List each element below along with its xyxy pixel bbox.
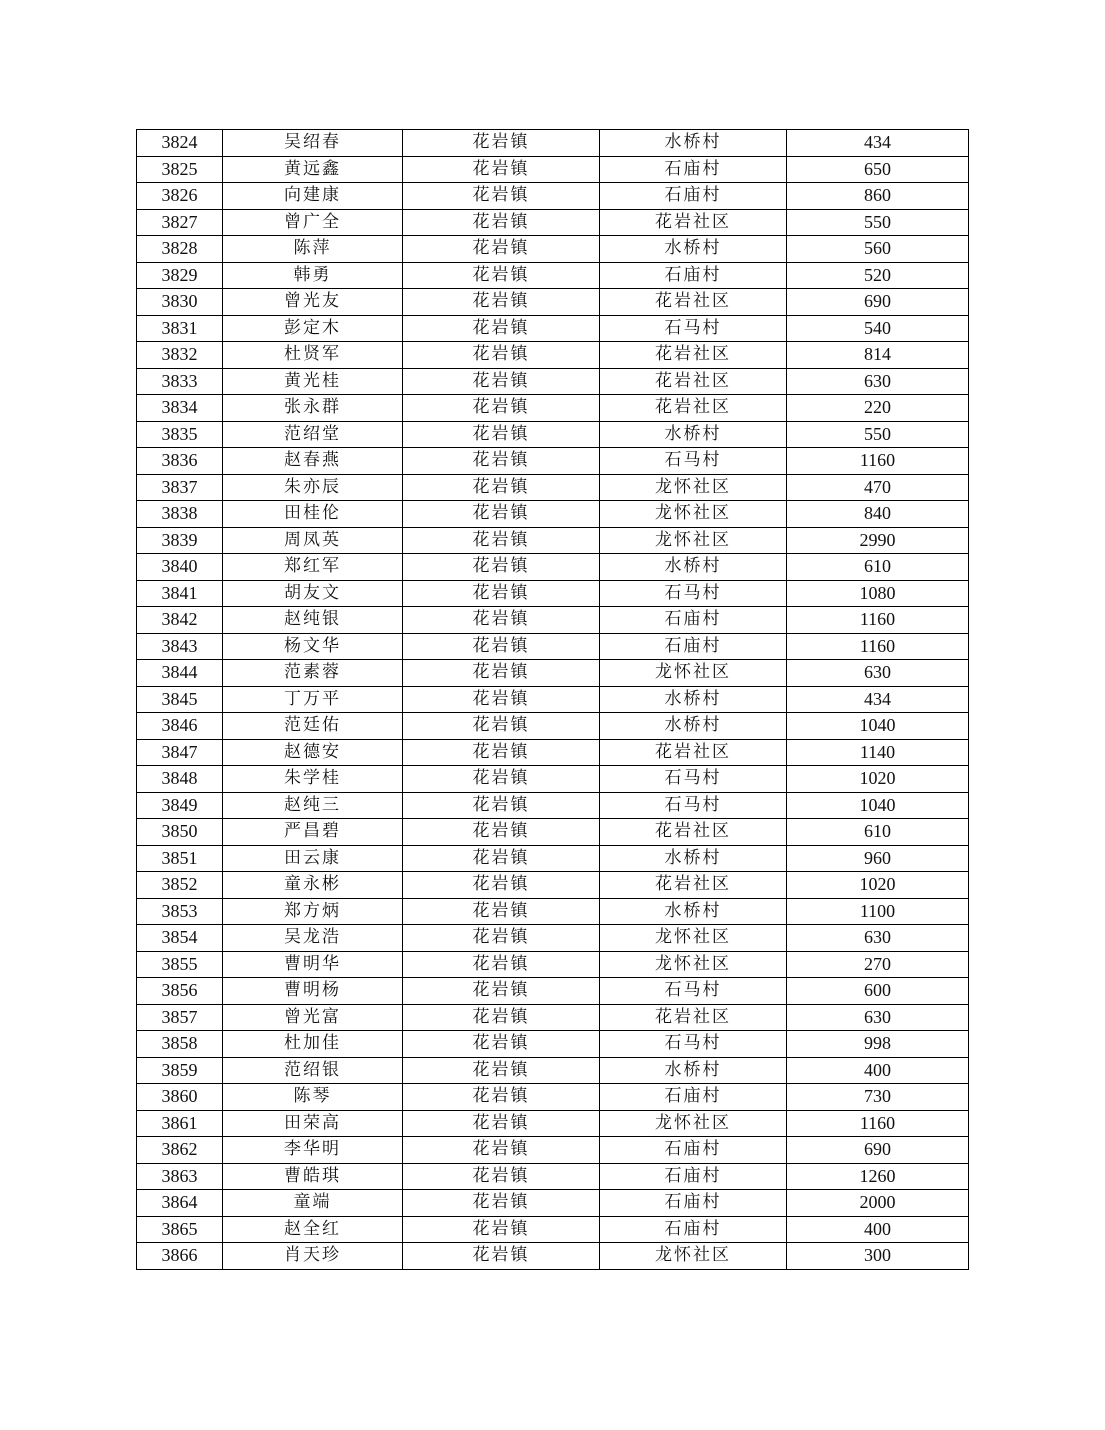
table-row [137, 580, 969, 607]
table-row [137, 1110, 969, 1137]
cell-number: 3862 [137, 1137, 223, 1164]
cell-amount: 600 [787, 978, 969, 1005]
cell-amount: 630 [787, 660, 969, 687]
cell-town: 花岩镇 [403, 183, 600, 210]
cell-village: 石马村 [600, 978, 787, 1005]
cell-number: 3865 [137, 1216, 223, 1243]
cell-town: 花岩镇 [403, 236, 600, 263]
cell-town: 花岩镇 [403, 1216, 600, 1243]
cell-name: 曹皓琪 [223, 1163, 403, 1190]
cell-amount: 1040 [787, 792, 969, 819]
table-row [137, 183, 969, 210]
cell-name: 杜加佳 [223, 1031, 403, 1058]
cell-number: 3832 [137, 342, 223, 369]
cell-village: 花岩社区 [600, 1004, 787, 1031]
cell-amount: 960 [787, 845, 969, 872]
cell-amount: 690 [787, 289, 969, 316]
cell-village: 水桥村 [600, 713, 787, 740]
table-row [137, 474, 969, 501]
cell-village: 石马村 [600, 315, 787, 342]
cell-town: 花岩镇 [403, 925, 600, 952]
cell-name: 韩勇 [223, 262, 403, 289]
cell-number: 3848 [137, 766, 223, 793]
table-row [137, 501, 969, 528]
cell-amount: 630 [787, 368, 969, 395]
cell-number: 3828 [137, 236, 223, 263]
cell-name: 陈萍 [223, 236, 403, 263]
table-row [137, 686, 969, 713]
cell-number: 3856 [137, 978, 223, 1005]
cell-amount: 610 [787, 554, 969, 581]
cell-name: 赵纯三 [223, 792, 403, 819]
cell-town: 花岩镇 [403, 421, 600, 448]
table-row [137, 1243, 969, 1270]
cell-name: 童端 [223, 1190, 403, 1217]
cell-town: 花岩镇 [403, 448, 600, 475]
cell-village: 龙怀社区 [600, 660, 787, 687]
cell-name: 朱亦辰 [223, 474, 403, 501]
cell-number: 3836 [137, 448, 223, 475]
cell-amount: 1160 [787, 633, 969, 660]
cell-name: 曹明华 [223, 951, 403, 978]
cell-number: 3858 [137, 1031, 223, 1058]
cell-town: 花岩镇 [403, 1057, 600, 1084]
cell-amount: 2000 [787, 1190, 969, 1217]
cell-village: 花岩社区 [600, 342, 787, 369]
cell-amount: 434 [787, 130, 969, 157]
cell-village: 水桥村 [600, 898, 787, 925]
cell-village: 花岩社区 [600, 739, 787, 766]
cell-number: 3838 [137, 501, 223, 528]
cell-town: 花岩镇 [403, 156, 600, 183]
cell-village: 龙怀社区 [600, 474, 787, 501]
cell-amount: 1160 [787, 1110, 969, 1137]
cell-village: 水桥村 [600, 554, 787, 581]
cell-village: 石庙村 [600, 1084, 787, 1111]
cell-village: 石马村 [600, 766, 787, 793]
cell-village: 水桥村 [600, 1057, 787, 1084]
cell-village: 石马村 [600, 448, 787, 475]
cell-name: 曹明杨 [223, 978, 403, 1005]
cell-name: 范绍堂 [223, 421, 403, 448]
cell-number: 3842 [137, 607, 223, 634]
cell-number: 3829 [137, 262, 223, 289]
cell-name: 曾光友 [223, 289, 403, 316]
cell-number: 3847 [137, 739, 223, 766]
cell-name: 丁万平 [223, 686, 403, 713]
cell-town: 花岩镇 [403, 580, 600, 607]
cell-town: 花岩镇 [403, 607, 600, 634]
cell-town: 花岩镇 [403, 395, 600, 422]
table-row [137, 554, 969, 581]
cell-town: 花岩镇 [403, 501, 600, 528]
cell-number: 3839 [137, 527, 223, 554]
table-row [137, 872, 969, 899]
cell-amount: 650 [787, 156, 969, 183]
table-row [137, 898, 969, 925]
cell-amount: 270 [787, 951, 969, 978]
cell-amount: 630 [787, 925, 969, 952]
cell-village: 石庙村 [600, 1190, 787, 1217]
table-row [137, 368, 969, 395]
cell-village: 石庙村 [600, 262, 787, 289]
cell-village: 石庙村 [600, 183, 787, 210]
cell-number: 3841 [137, 580, 223, 607]
table-row [137, 925, 969, 952]
cell-number: 3845 [137, 686, 223, 713]
cell-town: 花岩镇 [403, 209, 600, 236]
cell-name: 严昌碧 [223, 819, 403, 846]
cell-town: 花岩镇 [403, 792, 600, 819]
cell-village: 水桥村 [600, 130, 787, 157]
cell-amount: 1040 [787, 713, 969, 740]
cell-amount: 540 [787, 315, 969, 342]
table-row [137, 1031, 969, 1058]
cell-town: 花岩镇 [403, 633, 600, 660]
cell-village: 花岩社区 [600, 395, 787, 422]
cell-amount: 814 [787, 342, 969, 369]
cell-town: 花岩镇 [403, 474, 600, 501]
table-row [137, 845, 969, 872]
cell-name: 赵春燕 [223, 448, 403, 475]
cell-town: 花岩镇 [403, 766, 600, 793]
cell-amount: 400 [787, 1216, 969, 1243]
cell-number: 3864 [137, 1190, 223, 1217]
table-row [137, 1057, 969, 1084]
cell-town: 花岩镇 [403, 342, 600, 369]
cell-amount: 860 [787, 183, 969, 210]
cell-village: 石庙村 [600, 1216, 787, 1243]
cell-town: 花岩镇 [403, 686, 600, 713]
cell-name: 黄远鑫 [223, 156, 403, 183]
table-row [137, 978, 969, 1005]
cell-name: 彭定木 [223, 315, 403, 342]
cell-name: 田云康 [223, 845, 403, 872]
table-row [137, 527, 969, 554]
cell-town: 花岩镇 [403, 262, 600, 289]
table-row [137, 209, 969, 236]
cell-amount: 2990 [787, 527, 969, 554]
cell-number: 3860 [137, 1084, 223, 1111]
cell-village: 石庙村 [600, 1163, 787, 1190]
table-row [137, 421, 969, 448]
cell-amount: 730 [787, 1084, 969, 1111]
cell-amount: 1020 [787, 766, 969, 793]
table-row [137, 660, 969, 687]
cell-town: 花岩镇 [403, 1243, 600, 1270]
cell-amount: 560 [787, 236, 969, 263]
cell-number: 3849 [137, 792, 223, 819]
cell-town: 花岩镇 [403, 554, 600, 581]
cell-number: 3863 [137, 1163, 223, 1190]
cell-number: 3846 [137, 713, 223, 740]
table-row [137, 739, 969, 766]
cell-town: 花岩镇 [403, 1031, 600, 1058]
cell-amount: 300 [787, 1243, 969, 1270]
table-row [137, 1004, 969, 1031]
cell-name: 周凤英 [223, 527, 403, 554]
cell-village: 龙怀社区 [600, 925, 787, 952]
cell-name: 赵全红 [223, 1216, 403, 1243]
cell-town: 花岩镇 [403, 898, 600, 925]
cell-number: 3830 [137, 289, 223, 316]
cell-name: 吴龙浩 [223, 925, 403, 952]
cell-number: 3827 [137, 209, 223, 236]
cell-village: 水桥村 [600, 686, 787, 713]
table-row [137, 236, 969, 263]
cell-name: 曾广全 [223, 209, 403, 236]
cell-town: 花岩镇 [403, 1004, 600, 1031]
cell-name: 郑方炳 [223, 898, 403, 925]
cell-number: 3833 [137, 368, 223, 395]
table-row [137, 766, 969, 793]
table-row [137, 951, 969, 978]
cell-name: 赵德安 [223, 739, 403, 766]
cell-village: 花岩社区 [600, 819, 787, 846]
cell-village: 龙怀社区 [600, 1243, 787, 1270]
cell-name: 杨文华 [223, 633, 403, 660]
cell-number: 3840 [137, 554, 223, 581]
cell-village: 花岩社区 [600, 289, 787, 316]
cell-town: 花岩镇 [403, 845, 600, 872]
table-row [137, 1163, 969, 1190]
table-row [137, 713, 969, 740]
cell-name: 胡友文 [223, 580, 403, 607]
cell-village: 水桥村 [600, 236, 787, 263]
table-row [137, 1216, 969, 1243]
cell-name: 范绍银 [223, 1057, 403, 1084]
table-row [137, 395, 969, 422]
table-row [137, 448, 969, 475]
cell-amount: 1020 [787, 872, 969, 899]
roster-table-body [137, 130, 969, 1270]
cell-amount: 220 [787, 395, 969, 422]
cell-village: 石庙村 [600, 1137, 787, 1164]
cell-amount: 470 [787, 474, 969, 501]
cell-name: 张永群 [223, 395, 403, 422]
cell-town: 花岩镇 [403, 819, 600, 846]
cell-name: 朱学桂 [223, 766, 403, 793]
cell-town: 花岩镇 [403, 527, 600, 554]
cell-town: 花岩镇 [403, 1137, 600, 1164]
cell-village: 花岩社区 [600, 368, 787, 395]
cell-amount: 1160 [787, 607, 969, 634]
cell-number: 3844 [137, 660, 223, 687]
cell-town: 花岩镇 [403, 978, 600, 1005]
cell-town: 花岩镇 [403, 368, 600, 395]
cell-name: 杜贤军 [223, 342, 403, 369]
cell-village: 石马村 [600, 792, 787, 819]
cell-town: 花岩镇 [403, 951, 600, 978]
cell-village: 龙怀社区 [600, 527, 787, 554]
cell-name: 向建康 [223, 183, 403, 210]
cell-town: 花岩镇 [403, 315, 600, 342]
cell-town: 花岩镇 [403, 1110, 600, 1137]
cell-number: 3852 [137, 872, 223, 899]
cell-village: 石庙村 [600, 633, 787, 660]
cell-town: 花岩镇 [403, 872, 600, 899]
cell-town: 花岩镇 [403, 1163, 600, 1190]
cell-amount: 1100 [787, 898, 969, 925]
cell-number: 3851 [137, 845, 223, 872]
cell-amount: 434 [787, 686, 969, 713]
cell-town: 花岩镇 [403, 660, 600, 687]
cell-name: 曾光富 [223, 1004, 403, 1031]
cell-amount: 1080 [787, 580, 969, 607]
cell-number: 3853 [137, 898, 223, 925]
cell-amount: 610 [787, 819, 969, 846]
cell-amount: 550 [787, 209, 969, 236]
cell-name: 李华明 [223, 1137, 403, 1164]
cell-number: 3854 [137, 925, 223, 952]
cell-village: 花岩社区 [600, 209, 787, 236]
cell-amount: 550 [787, 421, 969, 448]
cell-amount: 1160 [787, 448, 969, 475]
cell-number: 3834 [137, 395, 223, 422]
cell-village: 龙怀社区 [600, 501, 787, 528]
cell-town: 花岩镇 [403, 1084, 600, 1111]
table-row [137, 315, 969, 342]
table-row [137, 1190, 969, 1217]
cell-village: 石马村 [600, 1031, 787, 1058]
cell-number: 3835 [137, 421, 223, 448]
cell-amount: 520 [787, 262, 969, 289]
cell-number: 3831 [137, 315, 223, 342]
cell-number: 3855 [137, 951, 223, 978]
cell-name: 田荣高 [223, 1110, 403, 1137]
cell-name: 吴绍春 [223, 130, 403, 157]
cell-name: 范廷佑 [223, 713, 403, 740]
cell-amount: 1260 [787, 1163, 969, 1190]
cell-number: 3825 [137, 156, 223, 183]
cell-name: 陈琴 [223, 1084, 403, 1111]
table-row [137, 262, 969, 289]
cell-village: 龙怀社区 [600, 951, 787, 978]
cell-number: 3857 [137, 1004, 223, 1031]
table-row [137, 633, 969, 660]
cell-name: 郑红军 [223, 554, 403, 581]
cell-name: 范素蓉 [223, 660, 403, 687]
cell-village: 石庙村 [600, 156, 787, 183]
cell-town: 花岩镇 [403, 739, 600, 766]
cell-number: 3843 [137, 633, 223, 660]
table-row [137, 819, 969, 846]
table-row [137, 792, 969, 819]
cell-village: 花岩社区 [600, 872, 787, 899]
cell-number: 3824 [137, 130, 223, 157]
roster-table [136, 129, 969, 1270]
cell-village: 水桥村 [600, 421, 787, 448]
cell-town: 花岩镇 [403, 130, 600, 157]
cell-amount: 1140 [787, 739, 969, 766]
cell-amount: 690 [787, 1137, 969, 1164]
cell-number: 3866 [137, 1243, 223, 1270]
cell-number: 3837 [137, 474, 223, 501]
table-row [137, 130, 969, 157]
table-row [137, 342, 969, 369]
cell-amount: 400 [787, 1057, 969, 1084]
table-row [137, 156, 969, 183]
cell-name: 肖天珍 [223, 1243, 403, 1270]
table-row [137, 1084, 969, 1111]
cell-amount: 998 [787, 1031, 969, 1058]
cell-village: 龙怀社区 [600, 1110, 787, 1137]
cell-name: 赵纯银 [223, 607, 403, 634]
cell-amount: 840 [787, 501, 969, 528]
cell-number: 3859 [137, 1057, 223, 1084]
cell-number: 3861 [137, 1110, 223, 1137]
cell-village: 水桥村 [600, 845, 787, 872]
table-row [137, 289, 969, 316]
cell-amount: 630 [787, 1004, 969, 1031]
cell-name: 黄光桂 [223, 368, 403, 395]
cell-town: 花岩镇 [403, 1190, 600, 1217]
table-row [137, 607, 969, 634]
cell-number: 3826 [137, 183, 223, 210]
cell-name: 田桂伦 [223, 501, 403, 528]
table-row [137, 1137, 969, 1164]
cell-village: 石马村 [600, 580, 787, 607]
cell-town: 花岩镇 [403, 289, 600, 316]
cell-name: 童永彬 [223, 872, 403, 899]
cell-town: 花岩镇 [403, 713, 600, 740]
cell-village: 石庙村 [600, 607, 787, 634]
cell-number: 3850 [137, 819, 223, 846]
